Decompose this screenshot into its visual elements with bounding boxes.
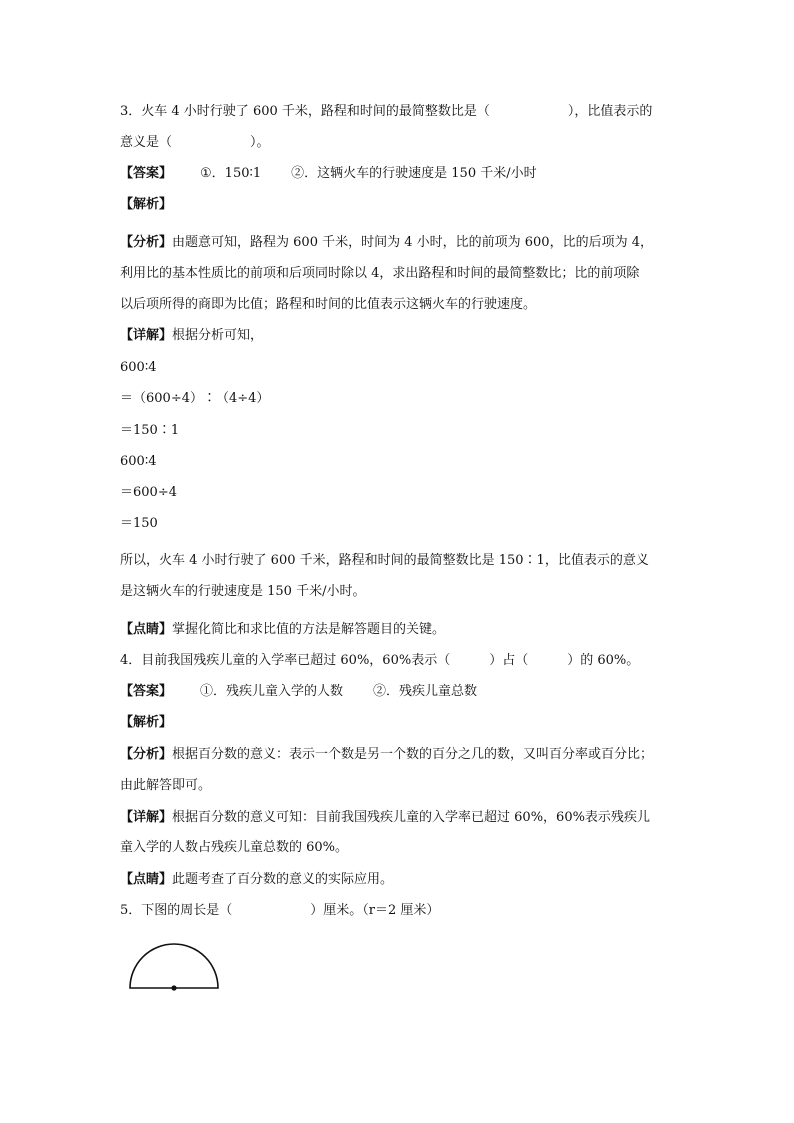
q4-answer: [120, 682, 477, 702]
q3-conclusion-line1: 所以，火车 4 小时行驶了 600 千米，路程和时间的最简整数比是 150∶1，比值表示的意义: [120, 553, 649, 568]
q3-fenxi-line1: 【分析】由题意可知，路程为 600 千米，时间为 4 小时，比的前项为 600，比的后项为 4，: [120, 235, 653, 250]
q4-answer-2: ②．残疾儿童总数: [373, 684, 478, 699]
q5-stem: 5．下图的周长是（ ）厘米。（r＝2 厘米）: [120, 903, 440, 918]
q4-answer-1: ①．残疾儿童入学的人数: [200, 684, 344, 699]
q3-answer: [120, 164, 537, 184]
q3-stem-line2: 意义是（ ）。: [120, 135, 270, 150]
fenxi-label: 【分析】: [120, 747, 173, 762]
dianjing-label: 【点睛】: [120, 872, 173, 887]
semicircle-figure: [120, 940, 230, 996]
calc-line-2: ＝（600÷4）∶（4÷4）: [120, 391, 270, 406]
q3-answer-1: ①．150∶1: [200, 166, 262, 181]
calc-line-1: 600∶4: [120, 360, 157, 375]
dianjing-label: 【点睛】: [120, 622, 173, 637]
fenxi-label: 【分析】: [120, 235, 173, 250]
q4-dianjing: 【点睛】此题考查了百分数的意义的实际应用。: [120, 872, 394, 887]
calc-line-3: ＝150∶1: [120, 423, 180, 438]
calc-line-6: ＝150: [120, 516, 158, 531]
q3-fenxi-line3: 以后项所得的商即为比值；路程和时间的比值表示这辆火车的行驶速度。: [120, 297, 537, 312]
q4-xiangjie-line1: 【详解】根据百分数的意义可知：目前我国残疾儿童的入学率已超过 60%，60%表示残疾儿: [120, 810, 650, 825]
q3-xiangjie: 【详解】根据分析可知，: [120, 328, 264, 343]
calc-line-4: 600∶4: [120, 454, 157, 469]
calc-line-5: ＝600÷4: [120, 485, 177, 500]
q4-fenxi-line1: 【分析】根据百分数的意义：表示一个数是另一个数的百分之几的数，又叫百分率或百分比；: [120, 747, 654, 762]
semicircle-outline: [130, 944, 218, 988]
q3-dianjing: 【点睛】掌握化简比和求比值的方法是解答题目的关键。: [120, 622, 446, 637]
xiangjie-label: 【详解】: [120, 328, 173, 343]
answer-label: 【答案】: [120, 166, 173, 181]
q3-jiexi-label: 【解析】: [120, 197, 173, 212]
q4-fenxi-line2: 由此解答即可。: [120, 778, 212, 793]
answer-label: 【答案】: [120, 684, 173, 699]
center-point: [171, 985, 176, 990]
q4-stem: 4．目前我国残疾儿童的入学率已超过 60%，60%表示（ ）占（ ）的 60%。: [120, 653, 640, 668]
q3-fenxi-line2: 利用比的基本性质比的前项和后项同时除以 4，求出路程和时间的最简整数比；比的前项除: [120, 266, 640, 281]
q3-conclusion-line2: 是这辆火车的行驶速度是 150 千米/小时。: [120, 584, 366, 599]
xiangjie-label: 【详解】: [120, 810, 173, 825]
q3-answer-2: ②．这辆火车的行驶速度是 150 千米/小时: [291, 166, 537, 181]
q3-stem-line1: 3．火车 4 小时行驶了 600 千米，路程和时间的最简整数比是（ ），比值表示的: [120, 104, 653, 119]
q4-jiexi-label: 【解析】: [120, 715, 173, 730]
q4-xiangjie-line2: 童入学的人数占残疾儿童总数的 60%。: [120, 840, 349, 855]
